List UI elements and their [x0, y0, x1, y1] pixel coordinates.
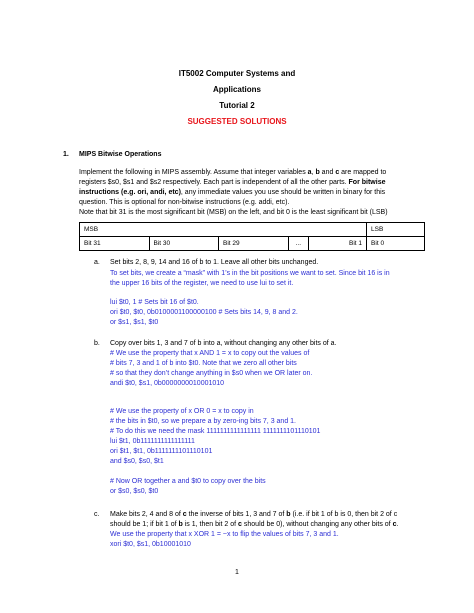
intro-line: Implement the following in MIPS assembly. Assume that integer variables a, b and c are mapped to: [79, 169, 387, 176]
page-number: 1: [235, 569, 239, 576]
answer-line: or $s1, $s1, $t0: [110, 319, 159, 326]
section-number: 1.: [63, 151, 69, 158]
bit-cell: Bit 29: [219, 237, 289, 251]
answer-line: the upper 16 bits of the register, we need to use lui to set it.: [110, 280, 294, 287]
intro-line: question. This is optional for non-bitwise instructions (e.g. addi, etc).: [79, 199, 290, 206]
answer-line: # We use the property of x OR 0 = x to copy in: [110, 408, 254, 415]
note-line: Note that bit 31 is the most significant bit (MSB) on the left, and bit 0 is the least significant bit (LSB): [79, 209, 388, 216]
answer-line: and $s0, $s0, $t1: [110, 458, 164, 465]
intro-line: instructions (e.g. ori, andi, etc), any immediate values you use should be written in binary for this: [79, 189, 386, 196]
answer-line: To set bits, we create a “mask” with 1’s in the bit positions we want to set. Since bit 16 is in: [110, 270, 390, 277]
part-c-question: Make bits 2, 4 and 8 of c the inverse of bits 1, 3 and 7 of b (i.e. if bit 1 of b is 0, then bit 2 of c: [110, 511, 398, 518]
answer-line: ori $t1, $t1, 0b1111111101110101: [110, 448, 213, 455]
part-a-question: Set bits 2, 8, 9, 14 and 16 of b to 1. Leave all other bits unchanged.: [110, 259, 319, 266]
answer-line: # the bits in $t0, so we prepare a by zero-ing bits 7, 3 and 1.: [110, 418, 296, 425]
course-subtitle: Applications: [212, 85, 261, 94]
answer-line: andi $t0, $s1, 0b0000000010001010: [110, 380, 225, 387]
lsb-cell: LSB: [367, 223, 425, 237]
bit-cell: Bit 31: [80, 237, 150, 251]
bit-cell: ...: [288, 237, 309, 251]
answer-line: # We use the property that x AND 1 = x to copy out the values of: [110, 350, 310, 357]
solutions-heading: SUGGESTED SOLUTIONS: [187, 117, 287, 126]
part-c-label: c.: [94, 511, 100, 518]
bit-cell: Bit 30: [149, 237, 219, 251]
answer-line: We use the property that x XOR 1 = ~x to flip the values of bits 7, 3 and 1.: [110, 531, 339, 538]
answer-line: # so that they don’t change anything in $s0 when we OR later on.: [110, 370, 313, 377]
intro-line: registers $s0, $s1 and $s2 respectively. Each part is independent of all the other parts. For bitwise: [79, 179, 386, 186]
answer-line: # bits 7, 3 and 1 of b into $t0. Note that we zero all other bits: [110, 360, 297, 367]
course-title: IT5002 Computer Systems and: [178, 69, 296, 78]
answer-line: or $s0, $s0, $t0: [110, 488, 159, 495]
tutorial-title: Tutorial 2: [219, 101, 255, 110]
part-b-question: Copy over bits 1, 3 and 7 of b into a, without changing any other bits of a.: [110, 340, 337, 347]
answer-line: lui $t1, 0b1111111111111111: [110, 438, 195, 445]
part-b-label: b.: [94, 340, 100, 347]
part-c-question: should be 1; if bit 1 of b is 1, then bit 2 of c should be 0), without changing any other bits of c.: [110, 521, 399, 528]
answer-line: ori $t0, $t0, 0b0100001100000100 # Sets bits 14, 9, 8 and 2.: [110, 309, 298, 316]
answer-line: xori $t0, $s1, 0b10001010: [110, 541, 191, 548]
part-a-label: a.: [94, 259, 100, 266]
bit-cell: Bit 1: [309, 237, 367, 251]
msb-cell: MSB: [80, 223, 367, 237]
answer-line: # Now OR together a and $t0 to copy over the bits: [110, 478, 266, 485]
answer-line: lui $t0, 1 # Sets bit 16 of $t0.: [110, 299, 199, 306]
bit-cell: Bit 0: [367, 237, 425, 251]
section-title: MIPS Bitwise Operations: [79, 151, 162, 158]
answer-line: # To do this we need the mask 1111111111111111 1111111101110101: [110, 428, 321, 435]
bit-order-table: [79, 222, 425, 251]
